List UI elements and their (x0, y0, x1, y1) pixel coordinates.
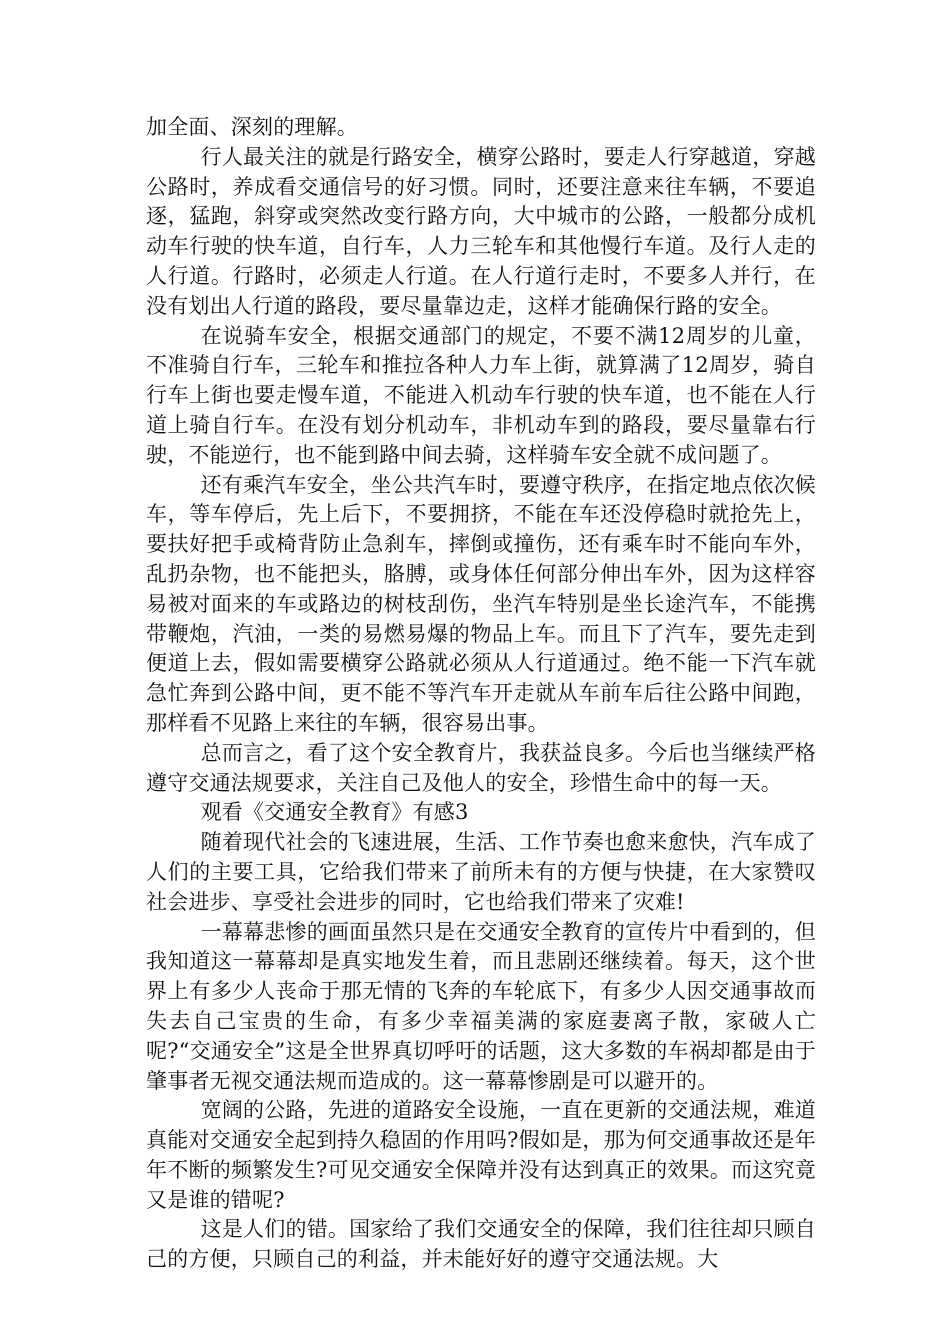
paragraph-pedestrian-safety: 行人最关注的就是行路安全，横穿公路时，要走人行穿越道，穿越公路时，养成看交通信号的好习惯。同时，还要注意来往车辆，不要追逐，猛跑，斜穿或突然改变行路方向，大中城市的公路，一般都分成机动车行驶的快车道，自行车，人力三轮车和其他慢行车道。及行人走的人行道。行路时，必须走人行道。在人行道行走时，不要多人并行，在没有划出人行道的路段，要尽量靠边走，这样才能确保行路的安全。 (146, 144, 816, 318)
paragraph-question: 宽阔的公路，先进的道路安全设施，一直在更新的交通法规，难道真能对交通安全起到持久稳固的作用吗?假如是，那为何交通事故还是年年不断的频繁发生?可见交通安全保障并没有达到真正的效果。而这究竟又是谁的错呢? (146, 1098, 816, 1212)
section-heading: 观看《交通安全教育》有感3 (200, 800, 469, 825)
document-page (146, 113, 816, 1275)
paragraph-intro: 随着现代社会的飞速进展，生活、工作节奏也愈来愈快，汽车成了人们的主要工具，它给我们带来了前所未有的方便与快捷，在大家赞叹社会进步、享受社会进步的同时，它也给我们带来了灾难! (146, 830, 816, 914)
paragraph-responsibility: 这是人们的错。国家给了我们交通安全的保障，我们往往却只顾自己的方便，只顾自己的利益，并未能好好的遵守交通法规。大 (146, 1217, 816, 1272)
paragraph-continuation: 加全面、深刻的理解。 (146, 115, 358, 139)
paragraph-conclusion: 总而言之，看了这个安全教育片，我获益良多。今后也当继续严格遵守交通法规要求，关注自己及他人的安全，珍惜生命中的每一天。 (146, 740, 816, 795)
paragraph-cycling-safety: 在说骑车安全，根据交通部门的规定，不要不满12周岁的儿童，不准骑自行车，三轮车和推拉各种人力车上街，就算满了12周岁，骑自行车上街也要走慢车道，不能进入机动车行驶的快车道，也不能在人行道上骑自行车。在没有划分机动车，非机动车到的路段，要尽量靠右行驶，不能逆行，也不能到路中间去骑，这样骑车安全就不成问题了。 (146, 323, 816, 467)
paragraph-tragedy: 一幕幕悲惨的画面虽然只是在交通安全教育的宣传片中看到的，但我知道这一幕幕却是真实地发生着，而且悲剧还继续着。每天，这个世界上有多少人丧命于那无情的飞奔的车轮底下，有多少人因交通事故而失去自己宝贵的生命，有多少幸福美满的家庭妻离子散，家破人亡呢?“交通安全”这是全世界真切呼吁的话题，这大多数的车祸却都是由于肇事者无视交通法规而造成的。这一幕幕惨剧是可以避开的。 (146, 919, 816, 1093)
paragraph-bus-safety: 还有乘汽车安全，坐公共汽车时，要遵守秩序，在指定地点依次候车，等车停后，先上后下，不要拥挤，不能在车还没停稳时就抢先上，要扶好把手或椅背防止急刹车，摔倒或撞伤，还有乘车时不能向车外，乱扔杂物，也不能把头，胳膊，或身体任何部分伸出车外，因为这样容易被对面来的车或路边的树枝刮伤，坐汽车特别是坐长途汽车，不能携带鞭炮，汽油，一类的易燃易爆的物品上车。而且下了汽车，要先走到便道上去，假如需要横穿公路就必须从人行道通过。绝不能一下汽车就急忙奔到公路中间，更不能不等汽车开走就从车前车后往公路中间跑，那样看不见路上来往的车辆，很容易出事。 (146, 472, 816, 735)
